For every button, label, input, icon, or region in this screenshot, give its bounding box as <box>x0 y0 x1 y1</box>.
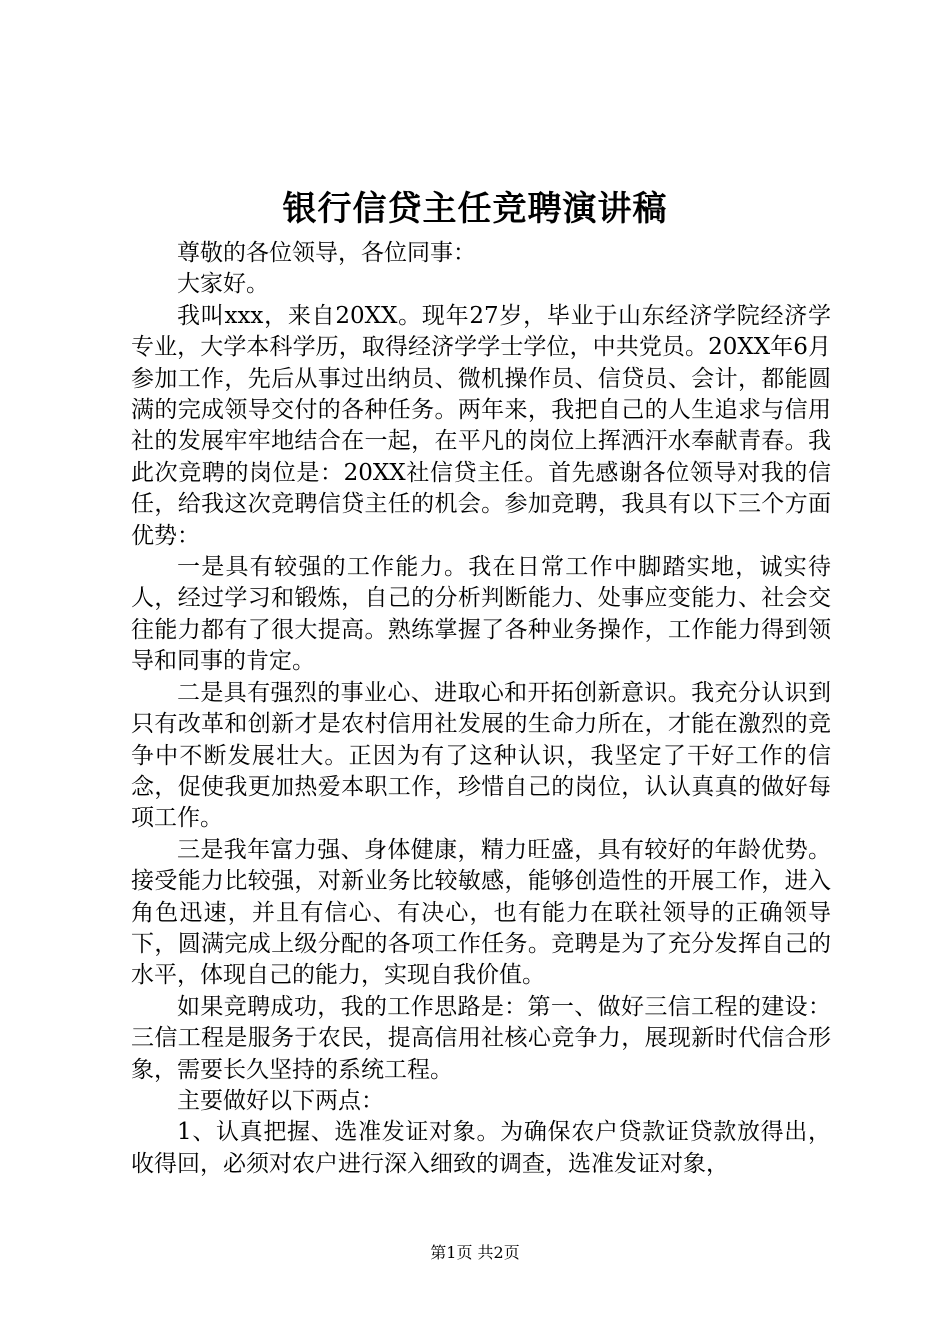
advantage-one-paragraph: 一是具有较强的工作能力。我在日常工作中脚踏实地，诚实待人，经过学习和锻炼，自己的分析判断能力、处事应变能力、社会交往能力都有了很大提高。熟练掌握了各种业务操作，工作能力得到领导和同事的肯定。 <box>131 554 831 675</box>
advantage-two-paragraph: 二是具有强烈的事业心、进取心和开拓创新意识。我充分认识到只有改革和创新才是农村信用社发展的生命力所在，才能在激烈的竞争中不断发展壮大。正因为有了这种认识，我坚定了干好工作的信念，促使我更加热爱本职工作，珍惜自己的岗位，认认真真的做好每项工作。 <box>131 679 831 832</box>
document-title: 银行信贷主任竞聘演讲稿 <box>282 189 668 229</box>
greeting: 大家好。 <box>177 271 269 298</box>
document-body <box>131 238 831 1180</box>
salutation: 尊敬的各位领导，各位同事： <box>177 240 476 266</box>
advantage-three-paragraph: 三是我年富力强、身体健康，精力旺盛，具有较好的年龄优势。接受能力比较强，对新业务比较敏感，能够创造性的开展工作，进入角色迅速，并且有信心、有决心，也有能力在联社领导的正确领导下，圆满完成上级分配的各项工作任务。竞聘是为了充分发挥自己的水平，体现自己的能力，实现自我价值。 <box>131 836 831 989</box>
two-points-heading: 主要做好以下两点： <box>177 1087 384 1114</box>
work-plan-paragraph: 如果竞聘成功，我的工作思路是：第一、做好三信工程的建设：三信工程是服务于农民，提高信用社核心竞争力，展现新时代信合形象，需要长久坚持的系统工程。 <box>131 993 831 1083</box>
self-introduction-paragraph: 我叫xxx，来自20XX。现年27岁，毕业于山东经济学院经济学专业，大学本科学历，取得经济学学士学位，中共党员。20XX年6月参加工作，先后从事过出纳员、微机操作员、信贷员、会计，都能圆满的完成领导交付的各种任务。两年来，我把自己的人生追求与信用社的发展牢牢地结合在一起，在平凡的岗位上挥洒汗水奉献青春。我此次竞聘的岗位是：20XX社信贷主任。首先感谢各位领导对我的信任，给我这次竞聘信贷主任的机会。参加竞聘，我具有以下三个方面优势： <box>131 302 831 549</box>
page-footer: 第1页 共2页 <box>430 1243 520 1262</box>
point-one-paragraph: 1、认真把握、选准发证对象。为确保农户贷款证贷款放得出，收得回，必须对农户进行深入细致的调查，选准发证对象， <box>131 1119 831 1177</box>
